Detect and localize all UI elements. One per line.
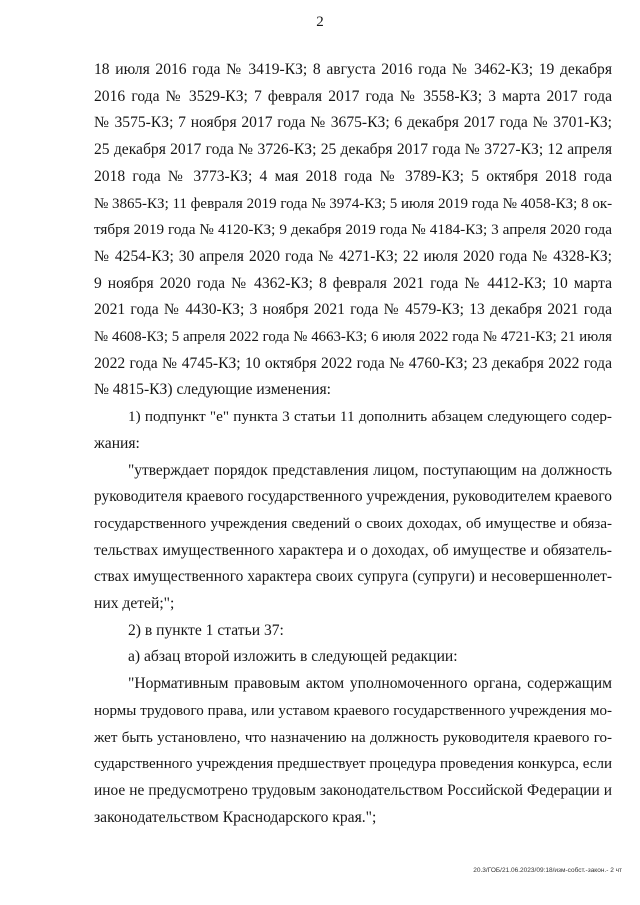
text-line: 2022 года № 4745-КЗ; 10 октября 2022 года № 4760-КЗ; 23 декабря 2022 года [94,354,612,372]
text-line: 18 июля 2016 года № 3419-КЗ; 8 августа 2016 года № 3462-КЗ; 19 декабря [94,61,612,78]
text-line: руководителя краевого государственного учреждения, руководителем краевого [94,488,612,506]
text-line: 9 ноября 2020 года № 4362-КЗ; 8 февраля 2021 года № 4412-КЗ; 10 марта [94,274,612,292]
text-line: "утверждает порядок представления лицом, поступающим на должность [128,461,612,479]
text-line: 1) подпункт "е" пункта 3 статьи 11 дополнить абзацем следующего содер- [128,408,612,426]
text-line: 2021 года № 4430-КЗ; 3 ноября 2021 года № 4579-КЗ; 13 декабря 2021 года [94,301,612,319]
text-line: тельствах имущественного характера и о доходах, об имуществе и обязатель- [94,541,612,559]
text-line: сударственного учреждения предшествует процедура проведения конкурса, если [94,756,612,773]
document-body [94,57,612,831]
text-line: государственного учреждения сведений о своих доходах, об имуществе и обяза- [94,515,612,532]
text-line: ствах имущественного характера своих супруга (супруги) и несовершеннолет- [94,568,612,586]
text-line: № 4254-КЗ; 30 апреля 2020 года № 4271-КЗ; 22 июля 2020 года № 4328-КЗ; [94,247,612,265]
text-line: а) абзац второй изложить в следующей редакции: [128,648,458,666]
text-line: иное не предусмотрено трудовым законодательством Российской Федерации и [94,781,612,799]
text-line: 2018 года № 3773-КЗ; 4 мая 2018 года № 3789-КЗ; 5 октября 2018 года [94,167,612,185]
text-line: № 3865-КЗ; 11 февраля 2019 года № 3974-КЗ; 5 июля 2019 года № 4058-КЗ; 8 ок- [94,195,613,212]
text-line: 2016 года № 3529-КЗ; 7 февраля 2017 года № 3558-КЗ; 3 марта 2017 года [94,87,612,105]
page-number: 2 [316,14,324,30]
text-line: них детей;"; [94,595,175,613]
text-line: "Нормативным правовым актом уполномоченного органа, содержащим [128,675,612,693]
text-line: 2) в пункте 1 статьи 37: [128,621,284,639]
text-line: № 4815-КЗ) следующие изменения: [94,381,331,399]
text-line: жет быть установлено, что назначению на должность руководителя краевого го- [94,729,612,746]
text-line: нормы трудового права, или уставом краевого государственного учреждения мо- [94,702,612,719]
file-footer: 20.3/ГОБ/21.06.2023/09:18/изм-собст.-закон.- 2 чт [473,867,622,874]
text-line: жания: [94,434,140,452]
text-line: № 4608-КЗ; 5 апреля 2022 года № 4663-КЗ; 6 июля 2022 года № 4721-КЗ; 21 июля [94,329,612,346]
text-line: № 3575-КЗ; 7 ноября 2017 года № 3675-КЗ; 6 декабря 2017 года № 3701-КЗ; [94,114,612,132]
text-line: 25 декабря 2017 года № 3726-КЗ; 25 декабря 2017 года № 3727-КЗ; 12 апреля [94,141,612,159]
text-line: законодательством Краснодарского края."; [94,808,377,826]
text-line: тября 2019 года № 4120-КЗ; 9 декабря 2019 года № 4184-КЗ; 3 апреля 2020 года [94,221,612,239]
